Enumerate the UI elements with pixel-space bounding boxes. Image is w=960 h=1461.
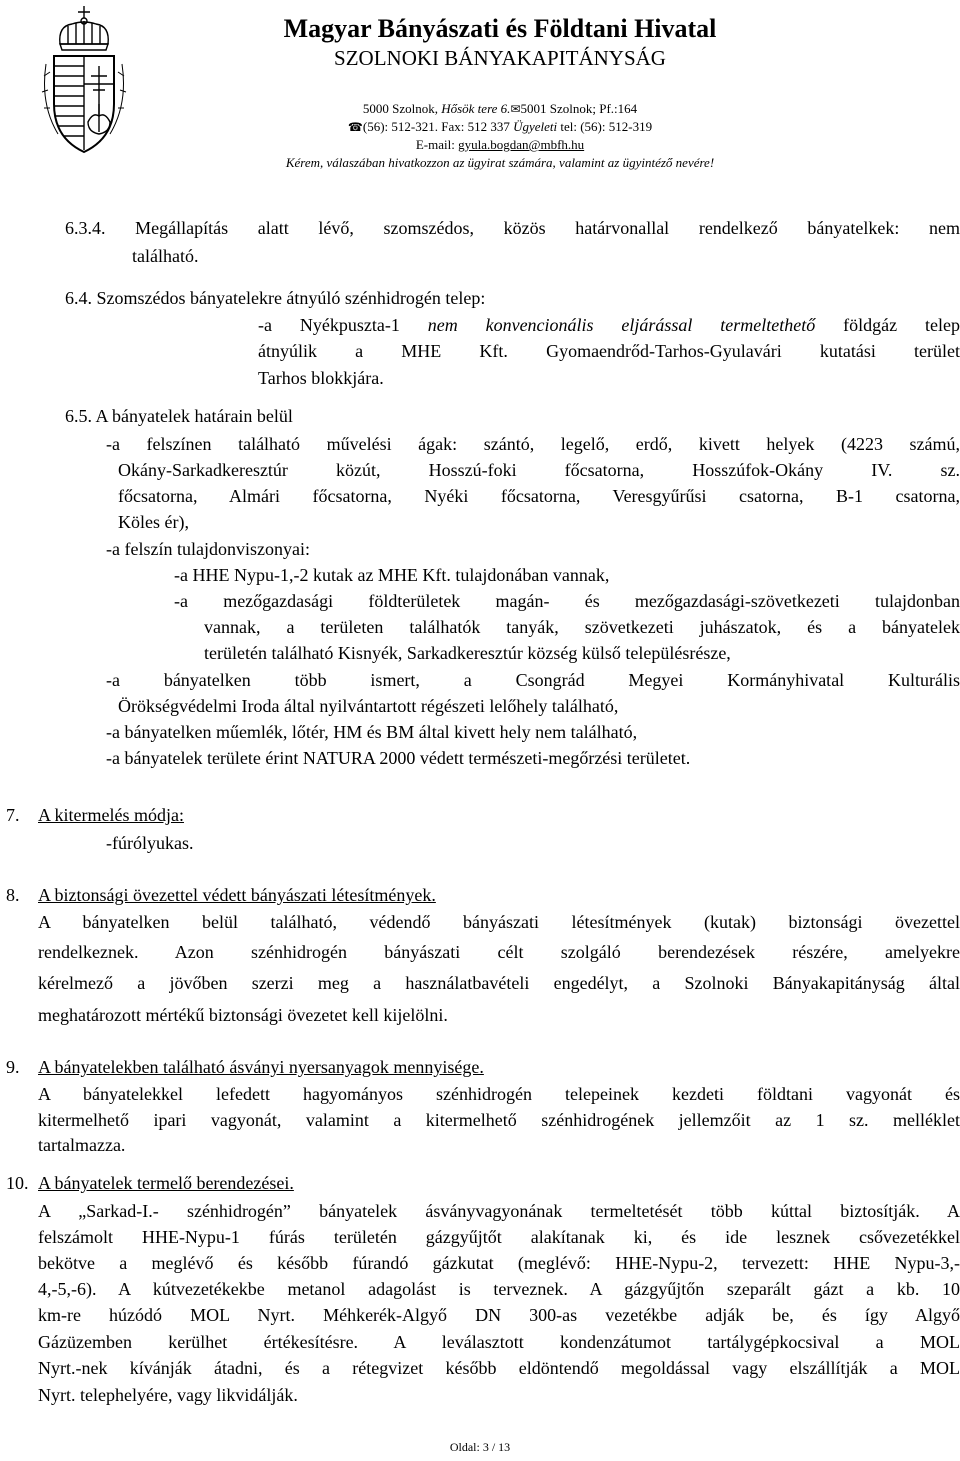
section-6-4-line-3: átnyúlik a MHE Kft. Gyomaendrőd-Tarhos-Gyulavári kutatási terület bbox=[258, 341, 960, 361]
section-6-5-line-2: Okány-Sarkadkeresztúr közút, Hosszú-foki főcsatorna, Hosszúfok-Okány IV. sz. bbox=[118, 460, 960, 480]
section-6-3-4-line-1: 6.3.4. Megállapítás alatt lévő, szomszédos, közös határvonallal rendelkező bányatelkek: nem bbox=[65, 218, 960, 238]
section-10-line-3: bekötve a meglévő és később fúrandó gázkutat (meglévő: HHE-Nypu-2, tervezett: HHE Nypu-3,- bbox=[38, 1253, 960, 1273]
section-6-5-line-12: -a bányatelken műemlék, lőtér, HM és BM által kivett hely nem található, bbox=[106, 722, 638, 742]
section-6-5-line-9: területén található Kisnyék, Sarkadkeresztúr község külső településrésze, bbox=[204, 643, 731, 663]
page-number: Oldal: 3 / 13 bbox=[449, 1440, 511, 1454]
section-8-line-4: meghatározott mértékű biztonsági övezetet kell kijelölni. bbox=[38, 1005, 448, 1025]
office-name: Magyar Bányászati és Földtani Hivatal bbox=[283, 14, 717, 43]
section-8-line-3: kérelmező a jövőben szerzi meg a használatbavételi engedélyt, a Szolnoki Bányakapitányság által bbox=[38, 973, 960, 993]
section-6-4-line-4: Tarhos blokkjára. bbox=[258, 368, 384, 388]
section-10-line-7: Nyrt.-nek kívánják átadni, és a rétegvizet később eldöntendő megoldással vagy elszállítják a MOL bbox=[38, 1358, 960, 1378]
section-6-4-title: 6.4. Szomszédos bányatelekre átnyúló szénhidrogén telep: bbox=[65, 288, 486, 308]
phone-icon: ☎ bbox=[347, 120, 363, 134]
coat-of-arms-logo bbox=[38, 4, 130, 156]
section-6-5-title: 6.5. A bányatelek határain belül bbox=[65, 406, 293, 426]
address-line: 5000 Szolnok, Hősök tere 6.✉5001 Szolnok; Pf.:164 bbox=[362, 101, 638, 116]
section-6-5-line-6: -a HHE Nypu-1,-2 kutak az MHE Kft. tulajdonában vannak, bbox=[174, 565, 610, 585]
section-6-5-line-10: -a bányatelken több ismert, a Csongrád Megyei Kormányhivatal Kulturális bbox=[106, 670, 960, 690]
section-6-5-line-5: -a felszín tulajdonviszonyai: bbox=[106, 539, 310, 559]
phone-line: ☎(56): 512-321. Fax: 512 337 Ügyeleti tel: (56): 512-319 bbox=[347, 119, 653, 134]
envelope-icon: ✉ bbox=[510, 102, 521, 116]
section-6-5-line-3: főcsatorna, Almári főcsatorna, Nyéki főcsatorna, Veresgyűrűsi csatorna, B-1 csatorna, bbox=[118, 486, 960, 506]
section-8-line-2: rendelkeznek. Azon szénhidrogén bányászati célt szolgáló berendezések részére, amelyekre bbox=[38, 942, 960, 962]
section-9-line-1: A bányatelekkel lefedett hagyományos szénhidrogén telepeinek kezdeti földtani vagyonát és bbox=[38, 1084, 960, 1104]
section-10-line-4: 4,-5,-6). A kútvezetékekbe metanol adagolást is terveznek. A gázgyűjtőn szeparált gázt a kb. 10 bbox=[38, 1279, 960, 1299]
section-6-4-line-2: -a Nyékpuszta-1 nem konvencionális eljárással termeltethető földgáz telep bbox=[258, 315, 960, 335]
section-10-line-6: Gázüzemben kerülhet értékesítésre. A leválasztott kondenzátumot tartálygépkocsival a MOL bbox=[38, 1332, 960, 1352]
section-6-3-4-number: 6.3.4. bbox=[65, 218, 106, 238]
email-line: E-mail: gyula.bogdan@mbfh.hu bbox=[415, 137, 585, 152]
section-8-title: A biztonsági övezettel védett bányászati létesítmények. bbox=[38, 885, 436, 905]
section-10-title: A bányatelek termelő berendezései. bbox=[38, 1173, 294, 1193]
street-address: Hősök tere 6. bbox=[441, 101, 511, 116]
section-10-number: 10. bbox=[6, 1173, 29, 1193]
department-name: SZOLNOKI BÁNYAKAPITÁNYSÁG bbox=[334, 46, 666, 70]
section-6-5-line-11: Örökségvédelmi Iroda által nyilvántartott régészeti lelőhely található, bbox=[118, 696, 619, 716]
section-7-body: -fúrólyukas. bbox=[106, 833, 194, 853]
section-9-number: 9. bbox=[6, 1057, 20, 1077]
section-6-5-line-13: -a bányatelek területe érint NATURA 2000 védett természeti-megőrzési területet. bbox=[106, 748, 691, 768]
section-9-line-2: kitermelhető ipari vagyonát, valamint a kitermelhető szénhidrogének jellemzőit az 1 sz. melléklet bbox=[38, 1110, 960, 1130]
section-6-5-line-1: -a felszínen található művelési ágak: szántó, legelő, erdő, kivett helyek (4223 számú, bbox=[106, 434, 960, 454]
reference-notice: Kérem, válaszában hivatkozzon az ügyirat számára, valamint az ügyintéző nevére! bbox=[285, 155, 715, 170]
section-8-line-1: A bányatelken belül található, védendő bányászati létesítmények (kutak) biztonsági övezettel bbox=[38, 912, 960, 932]
section-9-title: A bányatelekben található ásványi nyersanyagok mennyisége. bbox=[38, 1057, 484, 1077]
section-6-5-line-4: Köles ér), bbox=[118, 512, 189, 532]
section-6-5-line-7: -a mezőgazdasági földterületek magán- és mezőgazdasági-szövetkezeti tulajdonban bbox=[174, 591, 960, 611]
section-6-5-line-8: vannak, a területen találhatók tanyák, szövetkezeti juhászatok, és a bányatelek bbox=[204, 617, 960, 637]
section-6-3-4-line-2: található. bbox=[132, 246, 199, 266]
section-10-line-2: felszámolt HHE-Nypu-1 fúrás területén gázgyűjtőt alakítanak ki, és ide lesznek csővezetékkel bbox=[38, 1227, 960, 1247]
email-link[interactable]: gyula.bogdan@mbfh.hu bbox=[458, 137, 585, 152]
section-10-line-5: km-re húzódó MOL Nyrt. Méhkerék-Algyő DN 300-as vezetékbe adják be, és így Algyő bbox=[38, 1305, 960, 1325]
section-9-line-3: tartalmazza. bbox=[38, 1135, 126, 1155]
section-7-number: 7. bbox=[6, 805, 20, 825]
section-10-line-8: Nyrt. telephelyére, vagy likvidálják. bbox=[38, 1385, 298, 1405]
section-7-title: A kitermelés módja: bbox=[38, 805, 184, 825]
section-10-line-1: A „Sarkad-I.- szénhidrogén” bányatelek ásványvagyonának termeltetését több kúttal biztosítják. A bbox=[38, 1201, 960, 1221]
section-8-number: 8. bbox=[6, 885, 20, 905]
